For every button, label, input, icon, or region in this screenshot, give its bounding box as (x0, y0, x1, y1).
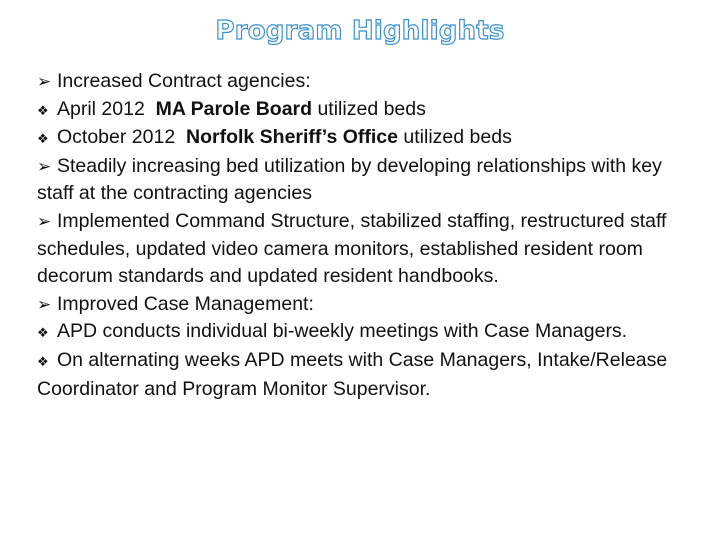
list-item-text-pre: October 2012 (57, 126, 186, 149)
diamond-bullet-icon: ❖ (37, 325, 49, 341)
list-item (37, 347, 697, 403)
diamond-bullet-icon: ❖ (37, 131, 49, 147)
arrow-bullet-icon: ➢ (37, 211, 52, 231)
list-item-text: Steadily increasing bed utilization by developing relationships with key staff at the contracting agencies (37, 154, 662, 205)
list-item-text-bold: MA Parole Board (155, 97, 313, 120)
arrow-bullet-icon: ➢ (37, 156, 52, 176)
list-item-text-pre: April 2012 (57, 97, 156, 120)
list-item-text-post: utilized beds (312, 97, 426, 120)
arrow-bullet-icon: ➢ (37, 72, 52, 91)
list-item-text: Increased Contract agencies: (57, 70, 311, 92)
list-item-text-post: utilized beds (398, 126, 512, 149)
list-item-text-bold: Norfolk Sheriff’s Office (186, 126, 398, 149)
list-item-text: On alternating weeks APD meets with Case Managers, Intake/Release Coordinator and Program Monitor Supervisor. (37, 348, 668, 400)
list-item (37, 124, 697, 153)
list-item (37, 96, 697, 125)
arrow-bullet-icon: ➢ (37, 294, 52, 314)
list-item-text: Improved Case Management: (57, 292, 314, 315)
bullet-list (37, 68, 697, 403)
list-item (37, 153, 697, 208)
list-item (37, 291, 697, 319)
page-title: Program Highlights (215, 16, 505, 46)
diamond-bullet-icon: ❖ (37, 353, 49, 369)
diamond-bullet-icon: ❖ (37, 102, 49, 118)
list-item (37, 68, 697, 96)
list-item-text: APD conducts individual bi-weekly meetings with Case Managers. (57, 320, 628, 343)
list-item-text: Implemented Command Structure, stabilized staffing, restructured staff schedules, updated video camera monitors, established resident room decorum standards and updated resident handbooks. (37, 209, 667, 288)
list-item (37, 318, 697, 347)
list-item (37, 208, 697, 291)
